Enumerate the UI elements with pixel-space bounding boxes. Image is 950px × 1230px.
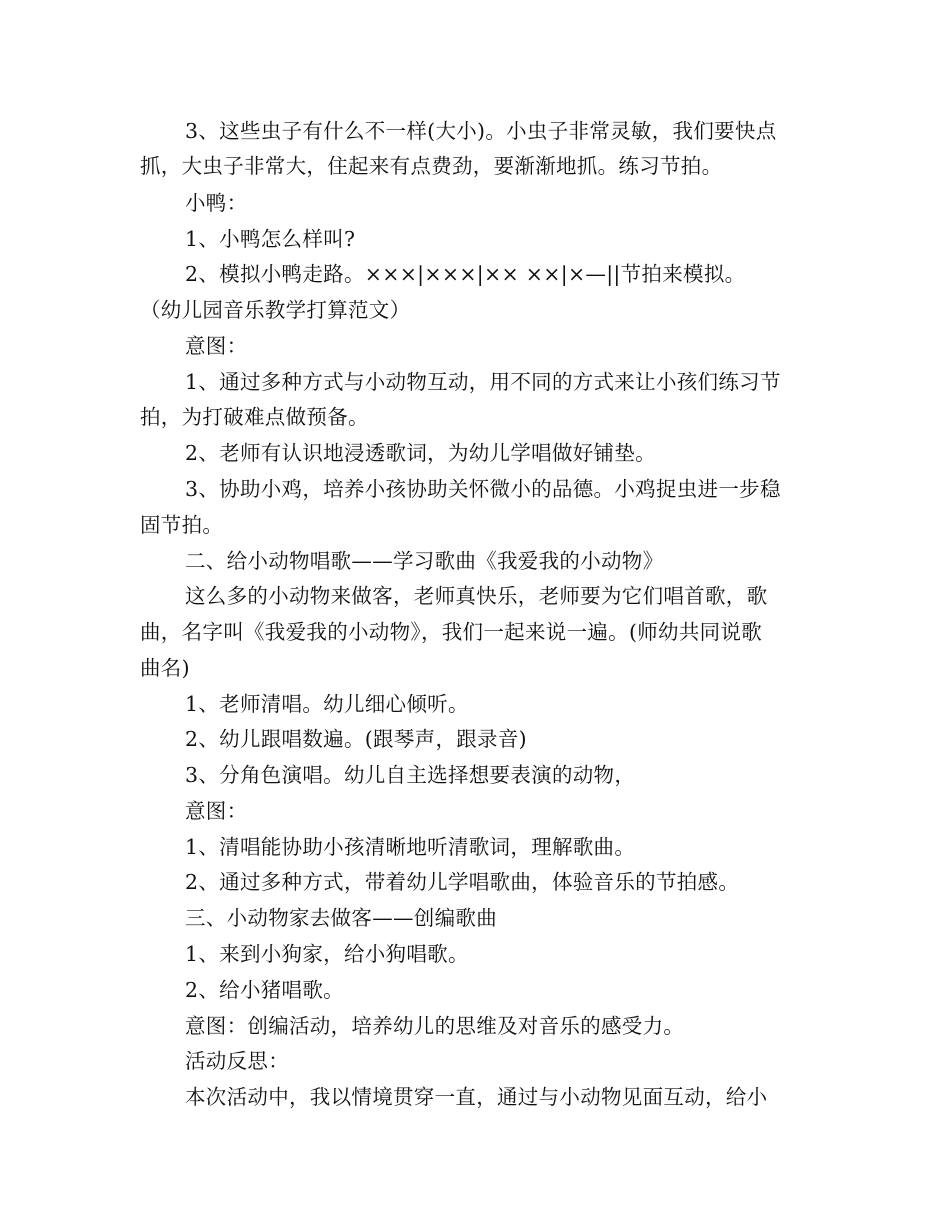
text-line: 这么多的小动物来做客，老师真快乐，老师要为它们唱首歌，歌 xyxy=(185,584,768,608)
text-line: 2、幼儿跟唱数遍。(跟琴声，跟录音) xyxy=(185,727,527,751)
text-line: 3、分角色演唱。幼儿自主选择想要表演的动物， xyxy=(185,763,636,787)
text-line: 曲名) xyxy=(140,656,190,680)
text-line: 1、来到小狗家，给小狗唱歌。 xyxy=(185,942,469,966)
text-line: 3、这些虫子有什么不一样(大小)。小虫子非常灵敏，我们要快点 xyxy=(185,119,777,143)
text-line: 1、小鸭怎么样叫? xyxy=(185,227,356,251)
text-line: 活动反思： xyxy=(185,1049,289,1073)
text-line: 拍，为打破难点做预备。 xyxy=(140,405,369,429)
text-line: 2、给小猪唱歌。 xyxy=(185,978,344,1002)
section-heading: 三、小动物家去做客——创编歌曲 xyxy=(185,906,497,930)
text-line: 意图：创编活动，培养幼儿的思维及对音乐的感受力。 xyxy=(185,1014,685,1038)
text-line: （幼儿园音乐教学打算范文） xyxy=(140,298,411,322)
text-line: 意图： xyxy=(185,799,248,823)
text-line: 1、老师清唱。幼儿细心倾听。 xyxy=(185,692,469,716)
text-line: 固节拍。 xyxy=(140,513,224,537)
text-line: 曲，名字叫《我爱我的小动物》，我们一起来说一遍。(师幼共同说歌 xyxy=(140,620,763,644)
text-line: 小鸭： xyxy=(185,191,248,215)
section-heading: 二、给小动物唱歌——学习歌曲《我爱我的小动物》 xyxy=(185,549,664,573)
text-line: 2、通过多种方式，带着幼儿学唱歌曲，体验音乐的节拍感。 xyxy=(185,870,740,894)
text-line: 2、老师有认识地浸透歌词，为幼儿学唱做好铺垫。 xyxy=(185,441,656,465)
text-line: 意图： xyxy=(185,334,248,358)
text-line: 1、通过多种方式与小动物互动，用不同的方式来让小孩们练习节 xyxy=(185,370,781,394)
text-line: 本次活动中，我以情境贯穿一直，通过与小动物见面互动，给小 xyxy=(185,1085,768,1109)
text-line: 抓，大虫子非常大，住起来有点费劲，要渐渐地抓。练习节拍。 xyxy=(140,154,723,178)
text-line: 3、协助小鸡，培养小孩协助关怀微小的品德。小鸡捉虫进一步稳 xyxy=(185,477,781,501)
text-line: 1、清唱能协助小孩清晰地听清歌词，理解歌曲。 xyxy=(185,835,636,859)
text-line: 2、模拟小鸭走路。×××|×××|×× ××|×—||节拍来模拟。 xyxy=(185,262,746,286)
